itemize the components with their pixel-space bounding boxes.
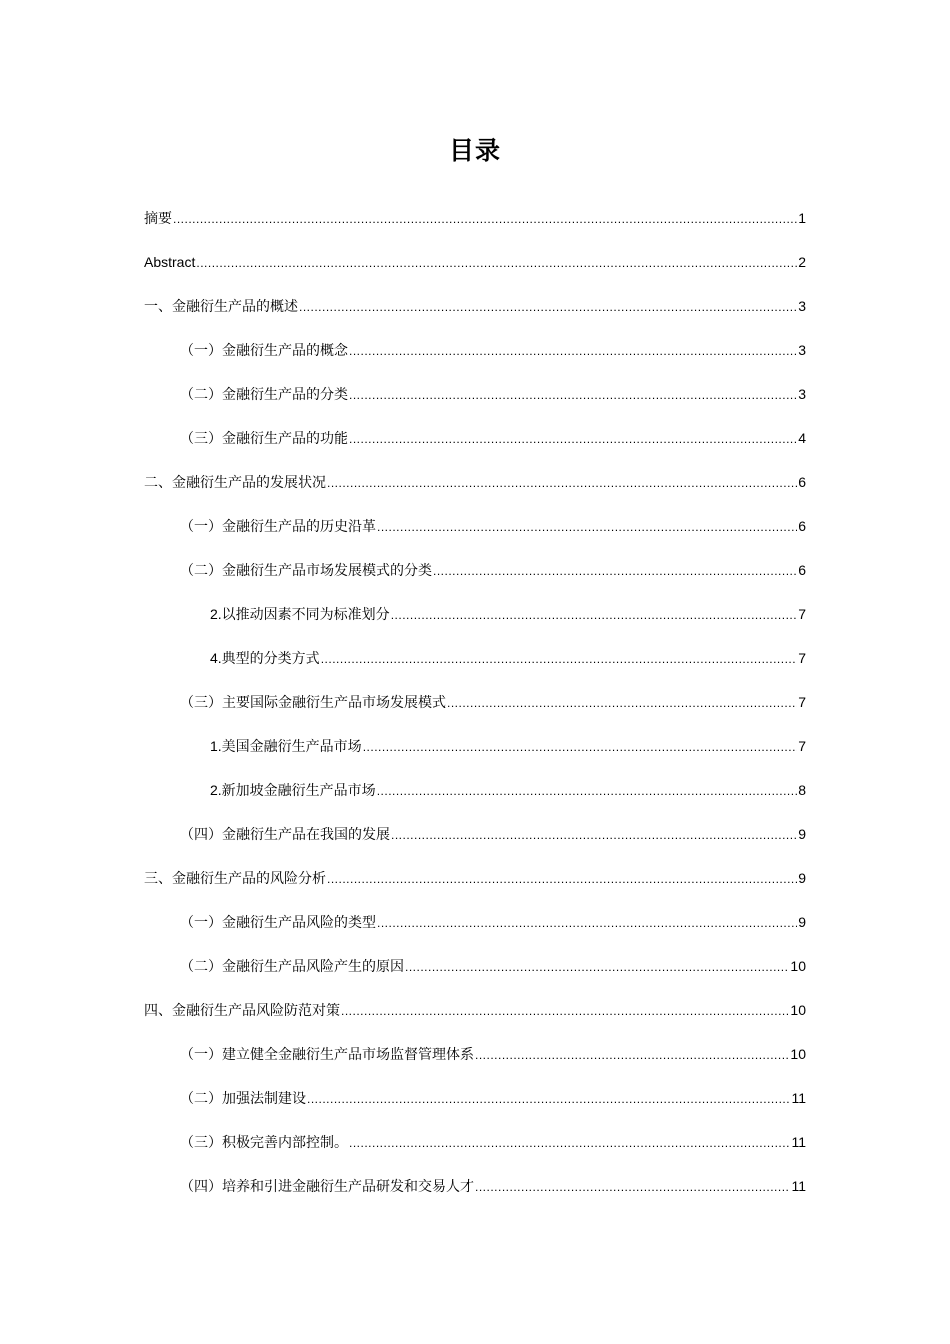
toc-page-number: 7 <box>798 606 806 622</box>
dot-leader <box>475 1043 789 1067</box>
toc-entry[interactable] <box>144 866 806 890</box>
toc-entry-text: （二）金融衍生产品风险产生的原因 <box>180 959 404 975</box>
dot-leader <box>349 1131 790 1155</box>
dot-leader <box>349 427 797 451</box>
dot-leader <box>349 383 797 407</box>
dot-leader <box>377 515 797 539</box>
toc-page-number: 1 <box>798 210 806 226</box>
dot-leader <box>299 295 797 319</box>
toc-entry-text: 4.典型的分类方式 <box>210 650 320 666</box>
toc-entry-text: （一）金融衍生产品的历史沿革 <box>180 519 376 535</box>
dot-leader <box>405 955 789 979</box>
toc-entry[interactable] <box>180 1086 806 1110</box>
toc-page-number: 7 <box>798 738 806 754</box>
toc-entry-text: 一、金融衍生产品的概述 <box>144 299 298 315</box>
dot-leader <box>377 911 797 935</box>
toc-entry-text: （二）金融衍生产品的分类 <box>180 387 348 403</box>
toc-page-number: 9 <box>798 870 806 886</box>
toc-entry[interactable] <box>210 778 806 802</box>
dot-leader <box>363 735 798 759</box>
toc-entry-text: 四、金融衍生产品风险防范对策 <box>144 1003 340 1019</box>
toc-page-number: 2 <box>798 254 806 270</box>
toc-page-number: 7 <box>798 694 806 710</box>
dot-leader <box>321 647 798 671</box>
toc-page-number: 3 <box>798 386 806 402</box>
dot-leader <box>349 339 797 363</box>
dot-leader <box>196 251 797 275</box>
toc-page-number: 6 <box>798 474 806 490</box>
toc-page-number: 10 <box>790 1002 806 1018</box>
toc-entry-text: （三）主要国际金融衍生产品市场发展模式 <box>180 695 446 711</box>
toc-page-number: 9 <box>798 914 806 930</box>
toc-entry[interactable] <box>180 1130 806 1154</box>
toc-page-number: 11 <box>791 1134 806 1150</box>
toc-page-number: 8 <box>798 782 806 798</box>
toc-page-number: 4 <box>798 430 806 446</box>
toc-page-number: 7 <box>798 650 806 666</box>
toc-entry-text: （一）金融衍生产品风险的类型 <box>180 915 376 931</box>
toc-entry[interactable] <box>180 426 806 450</box>
toc-entry[interactable] <box>180 910 806 934</box>
toc-entry-text: 摘要 <box>144 211 172 227</box>
dot-leader <box>327 471 797 495</box>
toc-entry[interactable] <box>144 998 806 1022</box>
toc-entry-text: （一）建立健全金融衍生产品市场监督管理体系 <box>180 1047 474 1063</box>
toc-entry-text: （二）加强法制建设 <box>180 1091 306 1107</box>
toc-entry[interactable] <box>144 250 806 274</box>
toc-entry-text: （三）金融衍生产品的功能 <box>180 431 348 447</box>
dot-leader <box>341 999 789 1023</box>
toc-entry-text: 三、金融衍生产品的风险分析 <box>144 871 326 887</box>
dot-leader <box>391 603 798 627</box>
toc-entry-text: 二、金融衍生产品的发展状况 <box>144 475 326 491</box>
toc-entry[interactable] <box>180 690 806 714</box>
toc-entry[interactable] <box>180 1174 806 1198</box>
toc-entry[interactable] <box>180 514 806 538</box>
toc-entry[interactable] <box>210 734 806 758</box>
toc-page-number: 10 <box>790 1046 806 1062</box>
toc-page-number: 6 <box>798 562 806 578</box>
toc-entry-text: （三）积极完善内部控制。 <box>180 1135 348 1151</box>
toc-page-number: 3 <box>798 342 806 358</box>
dot-leader <box>307 1087 790 1111</box>
toc-entry-text: 2.以推动因素不同为标准划分 <box>210 606 390 622</box>
toc-entry[interactable] <box>144 206 806 230</box>
toc-entry[interactable] <box>210 646 806 670</box>
dot-leader <box>377 779 798 803</box>
toc-entry-text: （四）培养和引进金融衍生产品研发和交易人才 <box>180 1179 474 1195</box>
toc-entry[interactable] <box>210 602 806 626</box>
toc-entry-text: （二）金融衍生产品市场发展模式的分类 <box>180 563 432 579</box>
toc-entry-text: 2.新加坡金融衍生产品市场 <box>210 782 376 798</box>
dot-leader <box>433 559 797 583</box>
dot-leader <box>327 867 797 891</box>
toc-entry-text: Abstract <box>144 254 196 270</box>
dot-leader <box>447 691 797 715</box>
toc-entry[interactable] <box>144 470 806 494</box>
toc-entry-text: 1.美国金融衍生产品市场 <box>210 738 362 754</box>
toc-entry-text: （一）金融衍生产品的概念 <box>180 343 348 359</box>
toc-entry[interactable] <box>180 382 806 406</box>
toc-page-number: 6 <box>798 518 806 534</box>
toc-page-number: 3 <box>798 298 806 314</box>
toc-entry[interactable] <box>180 558 806 582</box>
toc-page-number: 10 <box>790 958 806 974</box>
toc-entry[interactable] <box>180 338 806 362</box>
toc-page-number: 11 <box>791 1178 806 1194</box>
toc-entry[interactable] <box>180 822 806 846</box>
dot-leader <box>475 1175 790 1199</box>
toc-entry[interactable] <box>180 954 806 978</box>
toc-title: 目录 <box>448 136 501 165</box>
toc-page-number: 9 <box>798 826 806 842</box>
toc-entry[interactable] <box>180 1042 806 1066</box>
dot-leader <box>173 207 797 231</box>
toc-entry[interactable] <box>144 294 806 318</box>
toc-page-number: 11 <box>791 1090 806 1106</box>
toc-entry-text: （四）金融衍生产品在我国的发展 <box>180 827 390 843</box>
dot-leader <box>391 823 797 847</box>
